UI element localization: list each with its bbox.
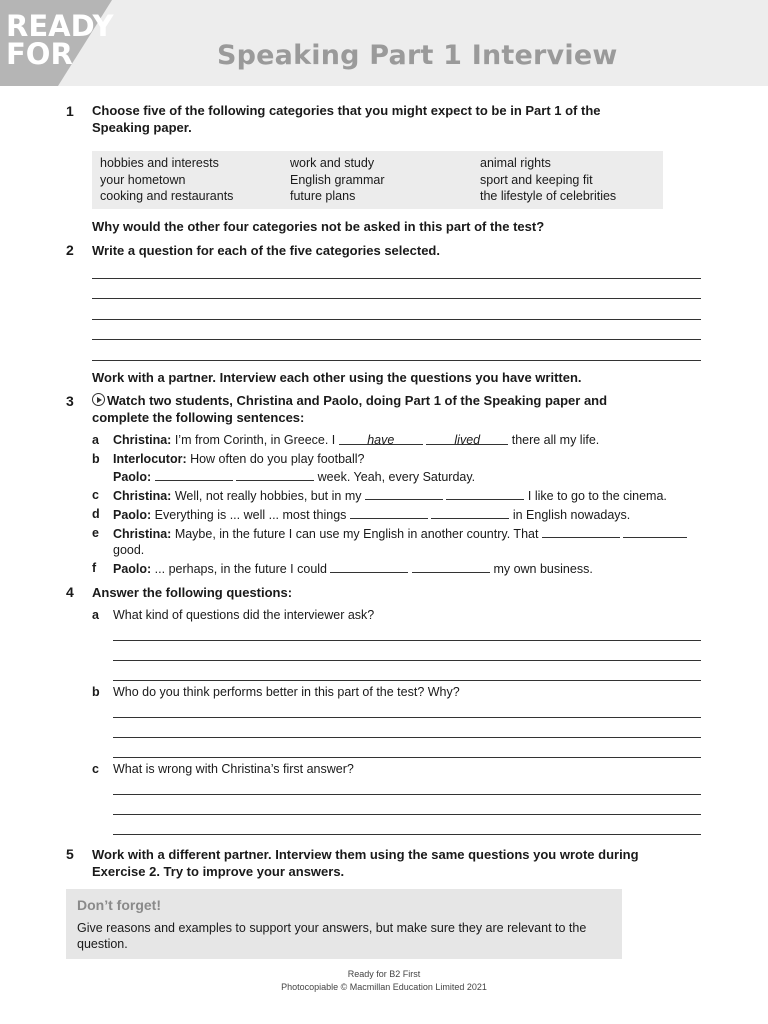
tip-title: Don’t forget! [77, 897, 161, 913]
answer-line[interactable] [113, 717, 701, 718]
answer-line[interactable] [113, 834, 701, 835]
answer-line[interactable] [113, 757, 701, 758]
q3-item-c-letter: c [92, 488, 99, 502]
answer-line[interactable] [113, 794, 701, 795]
gap-field[interactable] [350, 506, 428, 519]
speaker-label: Paolo: [113, 562, 152, 576]
gap-field[interactable] [236, 468, 314, 481]
sentence-text: Well, not really hobbies, but in my [171, 489, 365, 503]
sentence-text: in English nowadays. [509, 508, 631, 522]
q1-instruction: Choose five of the following categories that you might expect to be in Part 1 of the Speaking paper. [92, 103, 601, 135]
page-title: Speaking Part 1 Interview [217, 40, 618, 71]
q3-number: 3 [66, 393, 74, 409]
logo-line-2: FOR [6, 37, 73, 71]
category-item: animal rights [480, 156, 551, 170]
gap-field[interactable] [330, 560, 408, 573]
speaker-label: Paolo: [113, 470, 152, 484]
q2-instruction: Write a question for each of the five categories selected. [92, 243, 440, 258]
q3-item-d [113, 506, 630, 524]
q3-item-f [113, 560, 593, 578]
q3-instruction-line1: Watch two students, Christina and Paolo, doing Part 1 of the Speaking paper and [107, 393, 608, 408]
gap-field[interactable] [412, 560, 490, 573]
q2-partner-note: Work with a partner. Interview each other using the questions you have written. [92, 370, 582, 385]
sentence-text: ... perhaps, in the future I could [151, 562, 331, 576]
q2-number: 2 [66, 242, 74, 258]
q5-instruction: Work with a different partner. Interview them using the same questions you wrote during Exercise 2. Try to improve your answers. [92, 847, 639, 879]
q4-item-a-letter: a [92, 608, 99, 622]
q3-item-a-letter: a [92, 433, 99, 447]
category-item: future plans [290, 189, 356, 203]
category-box [92, 151, 663, 209]
category-item: sport and keeping fit [480, 172, 593, 187]
q4-item-b: Who do you think performs better in this part of the test? Why? [113, 685, 460, 699]
gap-field[interactable] [446, 487, 524, 500]
speaker-label: Christina: [113, 433, 172, 447]
q3-item-e-continued: good. [113, 543, 145, 557]
speaker-label: Paolo: [113, 508, 152, 522]
footer-book-title: Ready for B2 First [347, 969, 421, 979]
gap-field[interactable] [365, 487, 443, 500]
q3-instruction [92, 392, 692, 426]
sentence-text: I like to go to the cinema. [524, 489, 667, 503]
q3-item-e [113, 525, 687, 543]
tip-body: Give reasons and examples to support your answers, but make sure they are relevant to the question. [77, 921, 587, 951]
answer-line[interactable] [92, 298, 701, 299]
speaker-label: Christina: [113, 489, 172, 503]
sentence-text: there all my life. [508, 433, 600, 447]
category-item: your hometown [100, 172, 186, 187]
q5-number: 5 [66, 846, 74, 862]
logo-line-1: READY [6, 9, 114, 43]
answer-line[interactable] [92, 278, 701, 279]
category-item: work and study [290, 156, 375, 170]
sentence-text: How often do you play football? [186, 452, 365, 466]
q4-item-a: What kind of questions did the interviewer ask? [113, 608, 375, 622]
gap-field[interactable] [542, 525, 620, 538]
q3-item-c [113, 487, 667, 505]
logo-text [6, 9, 114, 71]
speaker-label: Christina: [113, 527, 172, 541]
q4-item-c-letter: c [92, 762, 99, 776]
q3-item-f-letter: f [92, 561, 97, 575]
q3-item-b [113, 451, 365, 468]
answer-line[interactable] [113, 814, 701, 815]
footer-copyright: Photocopiable © Macmillan Education Limited 2021 [281, 982, 487, 992]
tip-box [66, 889, 622, 959]
answer-line[interactable] [113, 737, 701, 738]
answer-line[interactable] [92, 319, 701, 320]
q3-item-b-letter: b [92, 452, 100, 466]
answer-line[interactable] [113, 640, 701, 641]
gap-field[interactable] [155, 468, 233, 481]
q3-instruction-line2: complete the following sentences: [92, 410, 305, 425]
gap-field[interactable]: lived [426, 432, 508, 445]
gap-field[interactable]: have [339, 432, 423, 445]
sentence-text: Maybe, in the future I can use my English in another country. That [171, 527, 542, 541]
gap-field[interactable] [431, 506, 509, 519]
q4-number: 4 [66, 584, 74, 600]
q4-item-b-letter: b [92, 685, 100, 699]
category-column-3 [480, 155, 616, 205]
category-item: cooking and restaurants [100, 189, 234, 203]
sentence-text: week. Yeah, every Saturday. [314, 470, 476, 484]
answer-line[interactable] [92, 360, 701, 361]
answer-line[interactable] [113, 660, 701, 661]
gap-field[interactable] [623, 525, 687, 538]
answer-line[interactable] [113, 680, 701, 681]
q3-item-b-answer [113, 468, 475, 486]
sentence-text: Everything is ... well ... most things [151, 508, 350, 522]
q1-number: 1 [66, 103, 74, 119]
sentence-text: my own business. [489, 562, 593, 576]
category-item: English grammar [290, 172, 385, 187]
q3-item-e-letter: e [92, 526, 99, 540]
video-play-icon[interactable] [92, 393, 105, 406]
q3-item-a [113, 432, 599, 449]
category-item: the lifestyle of celebrities [480, 189, 617, 203]
q1-followup: Why would the other four categories not be asked in this part of the test? [92, 219, 545, 234]
q4-item-c: What is wrong with Christina’s first answer? [113, 762, 354, 776]
q4-instruction: Answer the following questions: [92, 585, 293, 600]
answer-line[interactable] [92, 339, 701, 340]
category-column-1 [100, 155, 233, 205]
speaker-label: Interlocutor: [113, 452, 187, 466]
category-item: hobbies and interests [100, 156, 219, 170]
sentence-text: I’m from Corinth, in Greece. I [171, 433, 339, 447]
category-column-2 [290, 155, 384, 205]
q3-item-d-letter: d [92, 507, 100, 521]
